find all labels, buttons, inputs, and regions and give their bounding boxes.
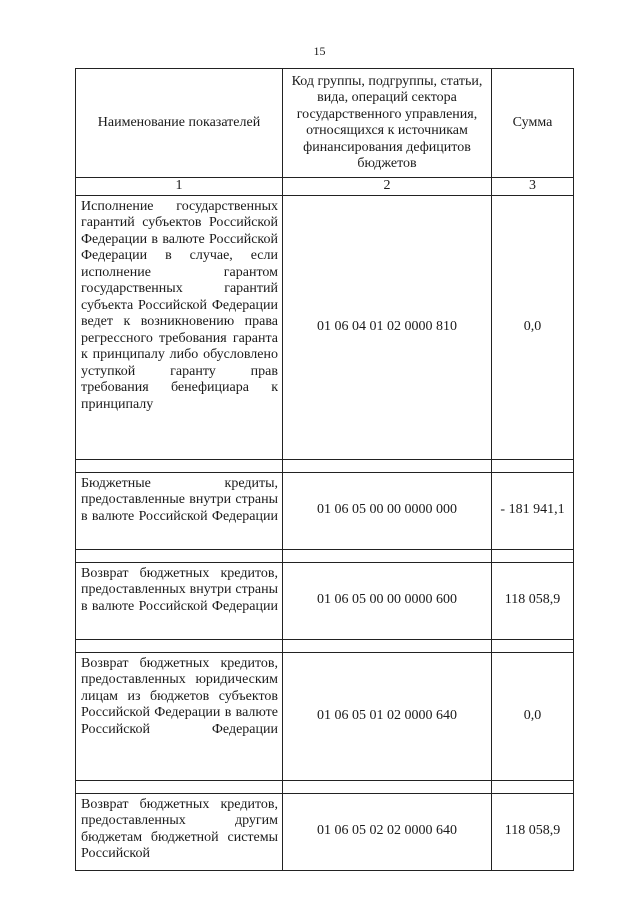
column-number-3: 3 (492, 178, 574, 196)
column-number-row (76, 178, 574, 196)
row-name: Возврат бюджетных кредитов, предоставленных другим бюджетам бюджетной системы Российской (76, 793, 283, 870)
row-sum: - 181 941,1 (492, 472, 574, 549)
column-number-2: 2 (283, 178, 492, 196)
row-code: 01 06 05 00 00 0000 000 (283, 472, 492, 549)
row-name: Возврат бюджетных кредитов, предоставленных внутри страны в валюте Российской Федерации (76, 562, 283, 639)
row-sum: 0,0 (492, 652, 574, 780)
row-code: 01 06 05 00 00 0000 600 (283, 562, 492, 639)
row-sum: 118 058,9 (492, 562, 574, 639)
row-name: Исполнение государственных гарантий субъектов Российской Федерации в валюте Российской Федерации в случае, если исполнение гарантом государственных гарантий субъекта Российской Федерации ведет к возникновению права регрессного требования гаранта к принципалу либо обусловлено уступкой гаранту прав требования бенефициара к принципалу (76, 195, 283, 459)
row-gap (76, 780, 574, 793)
row-code: 01 06 05 01 02 0000 640 (283, 652, 492, 780)
table-row (76, 562, 574, 639)
table-row (76, 472, 574, 549)
row-code: 01 06 05 02 02 0000 640 (283, 793, 492, 870)
row-gap (76, 459, 574, 472)
column-number-1: 1 (76, 178, 283, 196)
table-row (76, 652, 574, 780)
financing-sources-table (75, 68, 574, 871)
row-name: Бюджетные кредиты, предоставленные внутри страны в валюте Российской Федерации (76, 472, 283, 549)
header-indicator-name: Наименование показателей (76, 69, 283, 178)
table-row (76, 793, 574, 870)
row-sum: 0,0 (492, 195, 574, 459)
table-header-row (76, 69, 574, 178)
page-number: 15 (313, 44, 326, 58)
table-row (76, 195, 574, 459)
row-code: 01 06 04 01 02 0000 810 (283, 195, 492, 459)
header-code: Код группы, подгруппы, статьи, вида, операций сектора государственного управления, относящихся к источникам финансирования дефицитов бюджетов (283, 69, 492, 178)
header-sum: Сумма (492, 69, 574, 178)
row-sum: 118 058,9 (492, 793, 574, 870)
row-gap (76, 639, 574, 652)
row-gap (76, 549, 574, 562)
row-name: Возврат бюджетных кредитов, предоставленных юридическим лицам из бюджетов субъектов Российской Федерации в валюте Российской Федерации (76, 652, 283, 780)
